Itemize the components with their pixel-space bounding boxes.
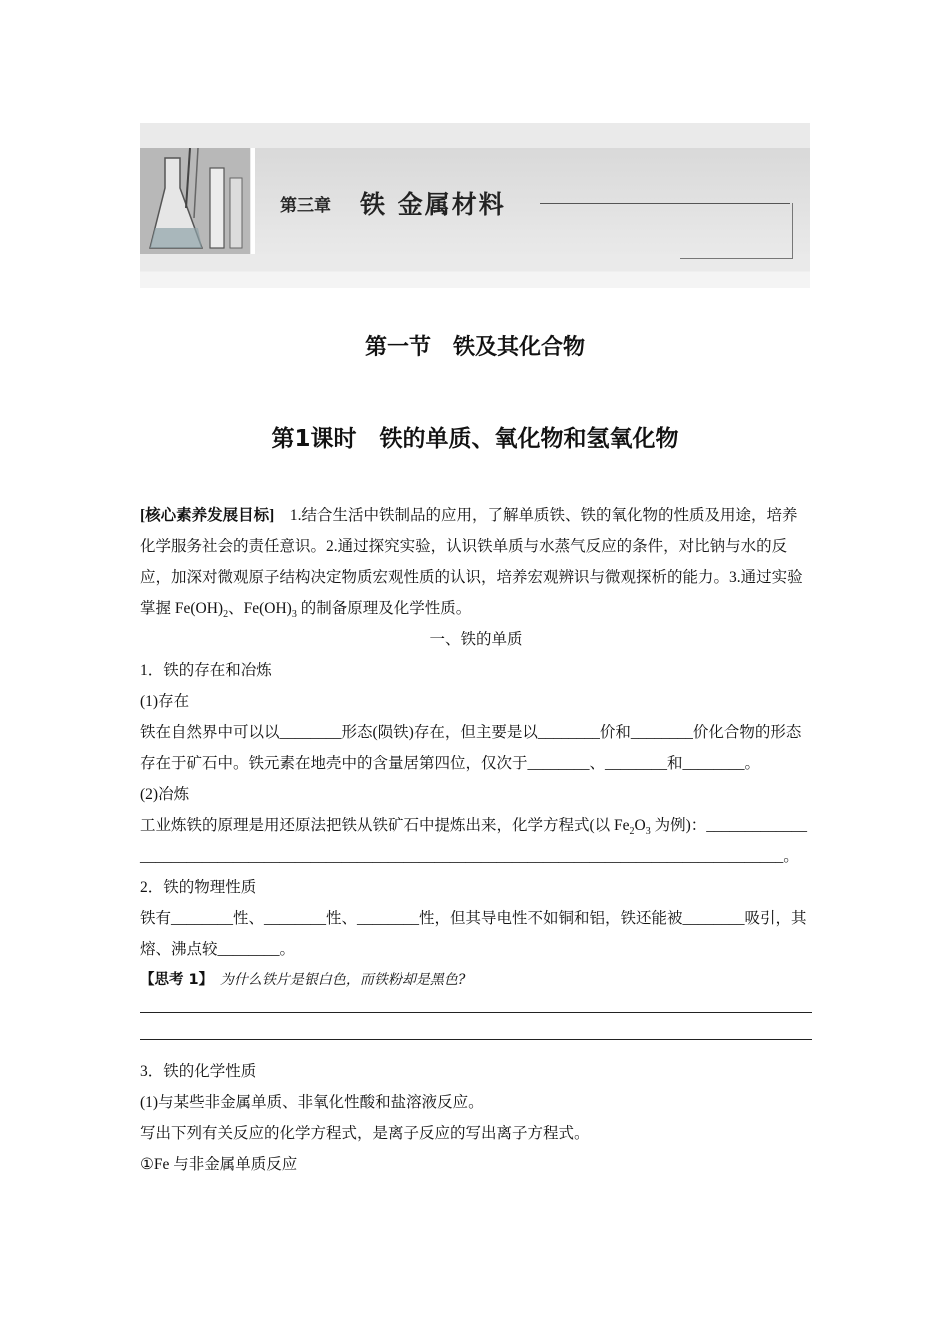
goals-sub-1: 2: [223, 609, 229, 621]
s3-line-1: (1)与某些非金属单质、非氧化性酸和盐溶液反应。: [140, 1094, 484, 1111]
s1-b-paragraph: [140, 810, 812, 872]
goals-paragraph: [140, 500, 812, 624]
s2-title: 2．铁的物理性质: [140, 879, 257, 896]
s1-a-text: 铁在自然界中可以以________形态(陨铁)存在，但主要是以________价和________价化合物的形态存在于矿石中。铁元素在地壳中的含量居第四位，仅次于________、________和________。: [140, 724, 802, 772]
section-title: 第一节 铁及其化合物: [364, 335, 585, 360]
chapter-banner: [140, 123, 810, 288]
lab-glassware-image: [140, 148, 250, 254]
goals-text-1: 1.结合生活中铁制品的应用，了解单质铁、铁的氧化物的性质及用途，培养化学服务社会的责任意识。2.通过探究实验，认识铁单质与水蒸气反应的条件，对比钠与水的反应，加深对微观原子结构决定物质宏观性质的认识，培养宏观辨识与微观探析的能力。3.通过实验掌握 Fe(OH): [140, 507, 803, 617]
s1-b-text-2: O: [634, 817, 646, 834]
banner-rule: [540, 203, 790, 204]
s1-b-title: (2)冶炼: [140, 786, 190, 803]
chapter-number: 第三章: [280, 196, 331, 216]
part1-title: 一、铁的单质: [429, 631, 523, 648]
s1-title: 1．铁的存在和冶炼: [140, 662, 272, 679]
lesson-title: 第1课时 铁的单质、氧化物和氢氧化物: [271, 426, 679, 452]
goals-text-2: 、Fe(OH): [228, 600, 292, 617]
goals-sub-2: 3: [291, 609, 297, 621]
s1-b-text-1: 工业炼铁的原理是用还原法把铁从铁矿石中提炼出来，化学方程式(以 Fe: [140, 817, 630, 834]
goals-label: [核心素养发展目标]: [140, 507, 275, 524]
chapter-title: 铁 金属材料: [360, 190, 506, 219]
think-question: [140, 965, 812, 996]
s1-b-sub-2: 3: [645, 826, 651, 838]
document-body: [140, 500, 812, 1180]
s3-title: 3．铁的化学性质: [140, 1063, 257, 1080]
s3-line-3: ①Fe 与非金属单质反应: [140, 1156, 298, 1173]
banner-frame: [680, 203, 793, 259]
s1-b-sub-1: 2: [629, 826, 635, 838]
think-text: 为什么铁片是银白色，而铁粉却是黑色?: [205, 972, 466, 988]
s3-line-2: 写出下列有关反应的化学方程式，是离子反应的写出离子方程式。: [140, 1125, 590, 1142]
s1-a-title: (1)存在: [140, 693, 190, 710]
think-label: 【思考 1】: [140, 972, 206, 988]
s2-text: 铁有________性、________性、________性，但其导电性不如铜和铝，铁还能被________吸引，其熔、沸点较________。: [140, 910, 807, 958]
s1-b-text-3: 为例)：________________________________________________________________________________________________。: [140, 817, 808, 865]
goals-text-3: 的制备原理及化学性质。: [296, 600, 472, 617]
